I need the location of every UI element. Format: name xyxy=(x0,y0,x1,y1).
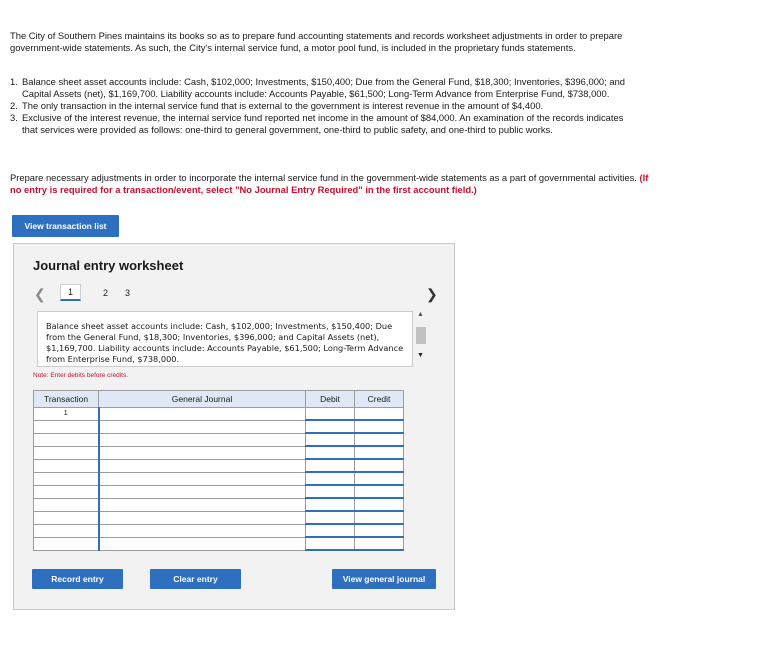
journal-row xyxy=(34,485,404,498)
debit-input[interactable] xyxy=(306,472,355,485)
scroll-down-icon[interactable]: ▼ xyxy=(417,352,424,359)
debit-column-header: Debit xyxy=(306,391,355,408)
page-tab-3[interactable]: 3 xyxy=(125,288,131,298)
debit-input[interactable] xyxy=(306,459,355,472)
credit-column-header: Credit xyxy=(355,391,404,408)
entry-note: Note: Enter debits before credits. xyxy=(33,372,129,379)
credit-input[interactable] xyxy=(355,459,404,472)
credit-input[interactable] xyxy=(355,511,404,524)
transaction-cell xyxy=(34,459,99,472)
account-select[interactable] xyxy=(99,537,306,550)
account-select[interactable] xyxy=(99,459,306,472)
transaction-cell xyxy=(34,485,99,498)
credit-input[interactable] xyxy=(355,524,404,537)
description-scrollbar[interactable] xyxy=(415,311,427,367)
list-item: 2. The only transaction in the internal service fund that is external to the government is interest revenue in the amount of $4,400. xyxy=(10,100,544,111)
journal-table xyxy=(33,390,404,551)
account-select[interactable] xyxy=(99,446,306,459)
account-select[interactable] xyxy=(99,511,306,524)
journal-row xyxy=(34,408,404,421)
journal-row xyxy=(34,511,404,524)
debit-input[interactable] xyxy=(306,498,355,511)
chevron-left-icon[interactable]: ❮ xyxy=(34,286,46,302)
journal-row xyxy=(34,537,404,550)
worksheet-title: Journal entry worksheet xyxy=(33,258,184,273)
account-select[interactable] xyxy=(99,472,306,485)
intro-text: The City of Southern Pines maintains its books so as to prepare fund accounting statements and records worksheet adjustments in order to prepare government-wide statements. As such, the City's internal service fund, a motor pool fund, is included in the proprietary funds statements. xyxy=(10,30,623,53)
transaction-cell xyxy=(34,433,99,446)
journal-row xyxy=(34,524,404,537)
account-select[interactable] xyxy=(99,433,306,446)
transaction-cell xyxy=(34,472,99,485)
journal-entry-worksheet xyxy=(13,243,455,610)
general-journal-column-header: General Journal xyxy=(99,391,306,408)
credit-input[interactable] xyxy=(355,485,404,498)
facts-list xyxy=(10,76,640,136)
transaction-cell xyxy=(34,524,99,537)
transaction-cell xyxy=(34,446,99,459)
journal-row xyxy=(34,498,404,511)
account-select[interactable] xyxy=(99,498,306,511)
transaction-description: Balance sheet asset accounts include: Cash, $102,000; Investments, $150,400; Due from the General Fund, $18,300; Inventories, $396,000; and Capital Assets (net), $1,169,700. Liability accounts include: Accounts Payable, $61,500; Long-Term Advance from Enterprise Fund, $738,000. xyxy=(37,311,413,367)
debit-input[interactable] xyxy=(306,433,355,446)
credit-input[interactable] xyxy=(355,433,404,446)
debit-input[interactable] xyxy=(306,420,355,433)
transaction-cell xyxy=(34,498,99,511)
transaction-column-header: Transaction xyxy=(34,391,99,408)
journal-row xyxy=(34,459,404,472)
view-general-journal-button[interactable]: View general journal xyxy=(332,569,436,589)
journal-row xyxy=(34,472,404,485)
credit-input[interactable] xyxy=(355,537,404,550)
instructions-warning: (If no entry is required for a transaction/event, select "No Journal Entry Required" in the first account field.) xyxy=(10,172,649,195)
list-item: 3. Exclusive of the interest revenue, the internal service fund reported net income in the amount of $84,000. An examination of the records indicates that services were provided as follows: one-third to general government, one-third to public safety, and one-third to public works. xyxy=(10,112,624,135)
debit-input[interactable] xyxy=(306,485,355,498)
journal-row xyxy=(34,446,404,459)
debit-input[interactable] xyxy=(306,537,355,550)
credit-input[interactable] xyxy=(355,408,404,421)
page-tab-2[interactable]: 2 xyxy=(103,288,109,298)
account-select[interactable] xyxy=(99,420,306,433)
transaction-cell xyxy=(34,511,99,524)
clear-entry-button[interactable]: Clear entry xyxy=(150,569,241,589)
journal-row xyxy=(34,420,404,433)
instructions: Prepare necessary adjustments in order to incorporate the internal service fund in the government-wide statements as a part of governmental activities. (If no entry is required for a transaction/event, select "No Journal Entry Required" in the first account field.) xyxy=(10,172,649,195)
account-select[interactable] xyxy=(99,408,306,421)
debit-input[interactable] xyxy=(306,408,355,421)
debit-input[interactable] xyxy=(306,524,355,537)
account-select[interactable] xyxy=(99,485,306,498)
record-entry-button[interactable]: Record entry xyxy=(32,569,123,589)
chevron-right-icon[interactable]: ❯ xyxy=(426,286,438,302)
transaction-cell: 1 xyxy=(34,408,99,421)
transaction-cell xyxy=(34,420,99,433)
credit-input[interactable] xyxy=(355,420,404,433)
debit-input[interactable] xyxy=(306,511,355,524)
view-transaction-list-button[interactable]: View transaction list xyxy=(12,215,119,237)
list-item: 1. Balance sheet asset accounts include: Cash, $102,000; Investments, $150,400; Due from the General Fund, $18,300; Inventories, $396,000; and Capital Assets (net), $1,169,700. Liability accounts include: Accounts Payable, $61,500; Long-Term Advance from Enterprise Fund, $738,000. xyxy=(10,76,625,99)
credit-input[interactable] xyxy=(355,446,404,459)
credit-input[interactable] xyxy=(355,498,404,511)
credit-input[interactable] xyxy=(355,472,404,485)
debit-input[interactable] xyxy=(306,446,355,459)
transaction-cell xyxy=(34,537,99,550)
page-tab-1[interactable]: 1 xyxy=(60,284,81,301)
scroll-thumb[interactable] xyxy=(416,327,426,344)
journal-row xyxy=(34,433,404,446)
scroll-up-icon[interactable]: ▲ xyxy=(417,311,424,318)
account-select[interactable] xyxy=(99,524,306,537)
